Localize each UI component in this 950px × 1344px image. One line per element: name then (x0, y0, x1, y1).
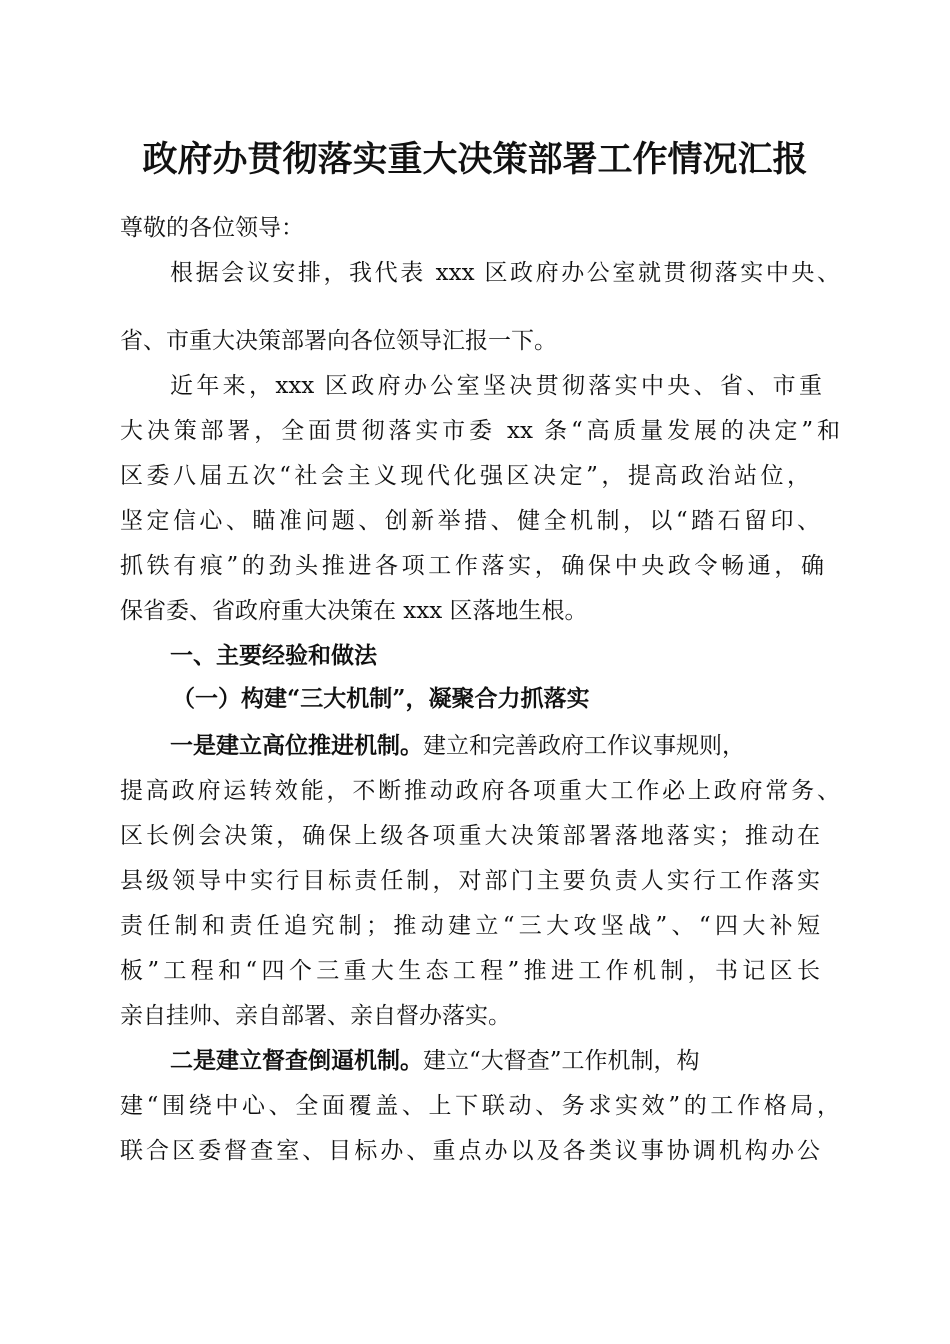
item-2-text: 建立“大督查”工作机制，构 (423, 1048, 700, 1074)
item-1-line: 县级领导中实行目标责任制，对部门主要负责人实行工作落实 (120, 868, 820, 894)
overview-line: 抓铁有痕”的劲头推进各项工作落实，确保中央政令畅通，确 (120, 553, 824, 579)
document-title: 政府办贯彻落实重大决策部署工作情况汇报 (142, 139, 808, 180)
item-2-line: 建“围绕中心、全面覆盖、上下联动、务求实效”的工作格局， (120, 1093, 840, 1119)
item-1-line: 区长例会决策，确保上级各项重大决策部署落地落实；推动在 (120, 823, 820, 849)
item-1-line: 板”工程和“四个三重大生态工程”推进工作机制，书记区长 (120, 958, 820, 984)
subsection-heading: （一）构建“三大机制”，凝聚合力抓落实 (172, 685, 590, 712)
item-2-first-line (170, 1045, 822, 1077)
item-1-line: 亲自挂帅、亲自部署、亲自督办落实。 (120, 1003, 511, 1029)
intro-line: 根据会议安排，我代表 xxx 区政府办公室就贯彻落实中央、 (170, 260, 840, 286)
item-1-lead: 一是建立高位推进机制。 (170, 732, 423, 759)
item-1-line: 提高政府运转效能，不断推动政府各项重大工作必上政府常务、 (120, 778, 840, 804)
intro-line: 省、市重大决策部署向各位领导汇报一下。 (120, 328, 557, 354)
item-2-lead: 二是建立督查倒逼机制。 (170, 1047, 423, 1074)
overview-line: 保省委、省政府重大决策在 xxx 区落地生根。 (120, 598, 588, 624)
item-1-text: 建立和完善政府工作议事规则， (423, 733, 745, 759)
item-2-line: 联合区委督查室、目标办、重点办以及各类议事协调机构办公 (120, 1138, 820, 1164)
overview-line: 近年来，xxx 区政府办公室坚决贯彻落实中央、省、市重 (170, 373, 822, 399)
overview-line: 区委八届五次“社会主义现代化强区决定”，提高政治站位， (120, 463, 810, 489)
overview-line: 大决策部署，全面贯彻落实市委 xx 条“高质量发展的决定”和 (120, 418, 840, 444)
item-1-line: 责任制和责任追究制；推动建立“三大攻坚战”、“四大补短 (120, 913, 820, 939)
item-1-first-line (170, 730, 822, 762)
salutation: 尊敬的各位领导： (120, 215, 304, 241)
overview-line: 坚定信心、瞄准问题、创新举措、健全机制，以“踏石留印、 (120, 508, 820, 534)
section-heading: 一、主要经验和做法 (170, 643, 377, 669)
